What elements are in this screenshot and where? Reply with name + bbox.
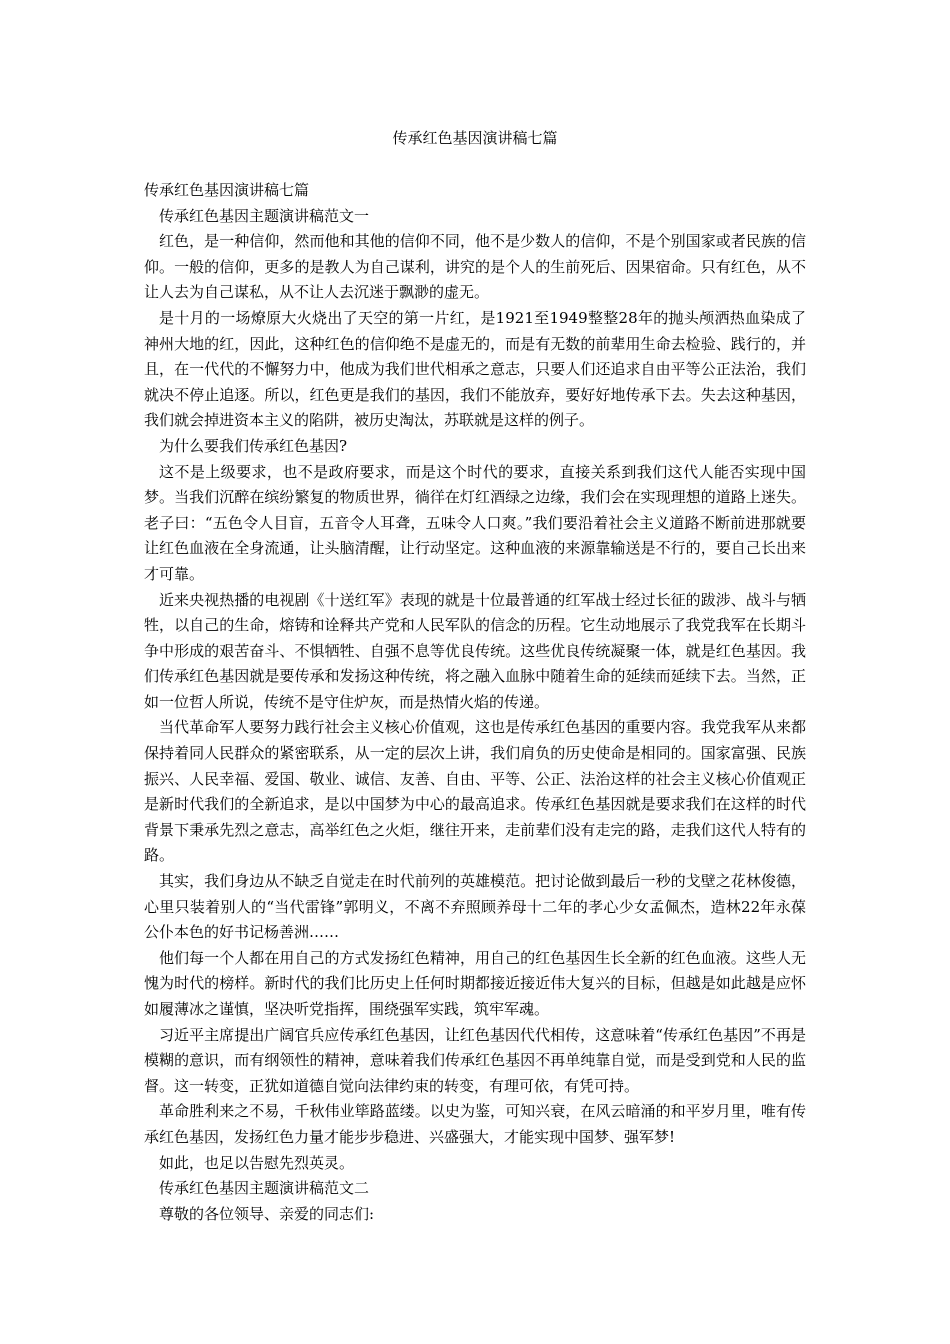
salutation: 尊敬的各位领导、亲爱的同志们: [159,1204,375,1223]
paragraph: 他们每一个人都在用自己的方式发扬红色精神，用自己的红色基因生长全新的红色血液。这些人无愧为时代的榜样。新时代的我们比历史上任何时期都接近接近伟大复兴的目标，但越是如此越是应怀如履薄冰之谨慎，坚决听党指挥，围绕强军实践，筑牢军魂。 [144,948,806,1018]
paragraph: 近来央视热播的电视剧《十送红军》表现的就是十位最普通的红军战士经过长征的跋涉、战斗与牺牲，以自己的生命，熔铸和诠释共产党和人民军队的信念的历程。它生动地展示了我党我军在长期斗争中形成的艰苦奋斗、不惧牺牲、自强不息等优良传统。这些优良传统凝聚一体，就是红色基因。我们传承红色基因就是要传承和发扬这种传统，将之融入血脉中随着生命的延续而延续下去。当然，正如一位哲人所说，传统不是守住炉灰，而是热情火焰的传递。 [144,590,806,711]
document-body [144,178,806,1227]
document-title: 传承红色基因演讲稿七篇 [392,129,558,147]
paragraph: 习近平主席提出广阔官兵应传承红色基因，让红色基因代代相传，这意味着“传承红色基因”不再是模糊的意识，而有纲领性的精神，意味着我们传承红色基因不再单纯靠自觉，而是受到党和人民的监督。这一转变，正犹如道德自觉向法律约束的转变，有理可依，有凭可持。 [144,1025,806,1095]
paragraph: 是十月的一场燎原大火烧出了天空的第一片红，是1921至1949整整28年的抛头颅洒热血染成了神州大地的红，因此，这种红色的信仰绝不是虚无的，而是有无数的前辈用生命去检验、践行的，并且，在一代代的不懈努力中，他成为我们世代相承之意志，只要人们还追求自由平等公正法治，我们就决不停止追逐。所以，红色更是我们的基因，我们不能放弃，要好好地传承下去。失去这种基因，我们就会掉进资本主义的陷阱，被历史淘汰，苏联就是这样的例子。 [144,308,806,430]
paragraph: 当代革命军人要努力践行社会主义核心价值观，这也是传承红色基因的重要内容。我党我军从来都保持着同人民群众的紧密联系，从一定的层次上讲，我们肩负的历史使命是相同的。国家富强、民族振兴、人民幸福、爱国、敬业、诚信、友善、自由、平等、公正、法治这样的社会主义核心价值观正是新时代我们的全新追求，是以中国梦为中心的最高追求。传承红色基因就是要求我们在这样的时代背景下秉承先烈之意志，高举红色之火炬，继往开来，走前辈们没有走完的路，走我们这代人特有的路。 [144,718,806,865]
paragraph: 为什么要我们传承红色基因? [159,436,348,455]
section-heading-2: 传承红色基因主题演讲稿范文二 [159,1179,370,1198]
paragraph: 红色，是一种信仰，然而他和其他的信仰不同，他不是少数人的信仰，不是个别国家或者民族的信仰。一般的信仰，更多的是教人为自己谋利，讲究的是个人的生前死后、因果宿命。只有红色，从不让人去为自己谋私，从不让人去沉迷于飘渺的虚无。 [144,232,806,302]
paragraph: 革命胜利来之不易，千秋伟业筚路蓝缕。以史为鉴，可知兴衰，在风云暗涌的和平岁月里，唯有传承红色基因，发扬红色力量才能步步稳进、兴盛强大，才能实现中国梦、强军梦! [144,1102,806,1146]
section-heading-1: 传承红色基因主题演讲稿范文一 [159,206,370,225]
body-heading: 传承红色基因演讲稿七篇 [144,181,310,199]
paragraph: 如此，也足以告慰先烈英灵。 [159,1153,355,1172]
paragraph: 这不是上级要求，也不是政府要求，而是这个时代的要求，直接关系到我们这代人能否实现中国梦。当我们沉醉在缤纷繁复的物质世界，徜徉在灯红酒绿之边缘，我们会在实现理想的道路上迷失。老子曰：“五色令人目盲，五音令人耳聋，五味令人口爽。”我们要沿着社会主义道路不断前进那就要让红色血液在全身流通，让头脑清醒，让行动坚定。这种血液的来源靠输送是不行的，要自己长出来才可靠。 [144,462,806,583]
paragraph: 其实，我们身边从不缺乏自觉走在时代前列的英雄模范。把讨论做到最后一秒的戈壁之花林俊德，心里只装着别人的“当代雷锋”郭明义，不离不弃照顾养母十二年的孝心少女孟佩杰，造林22年永葆公仆本色的好书记杨善洲…… [144,872,806,942]
